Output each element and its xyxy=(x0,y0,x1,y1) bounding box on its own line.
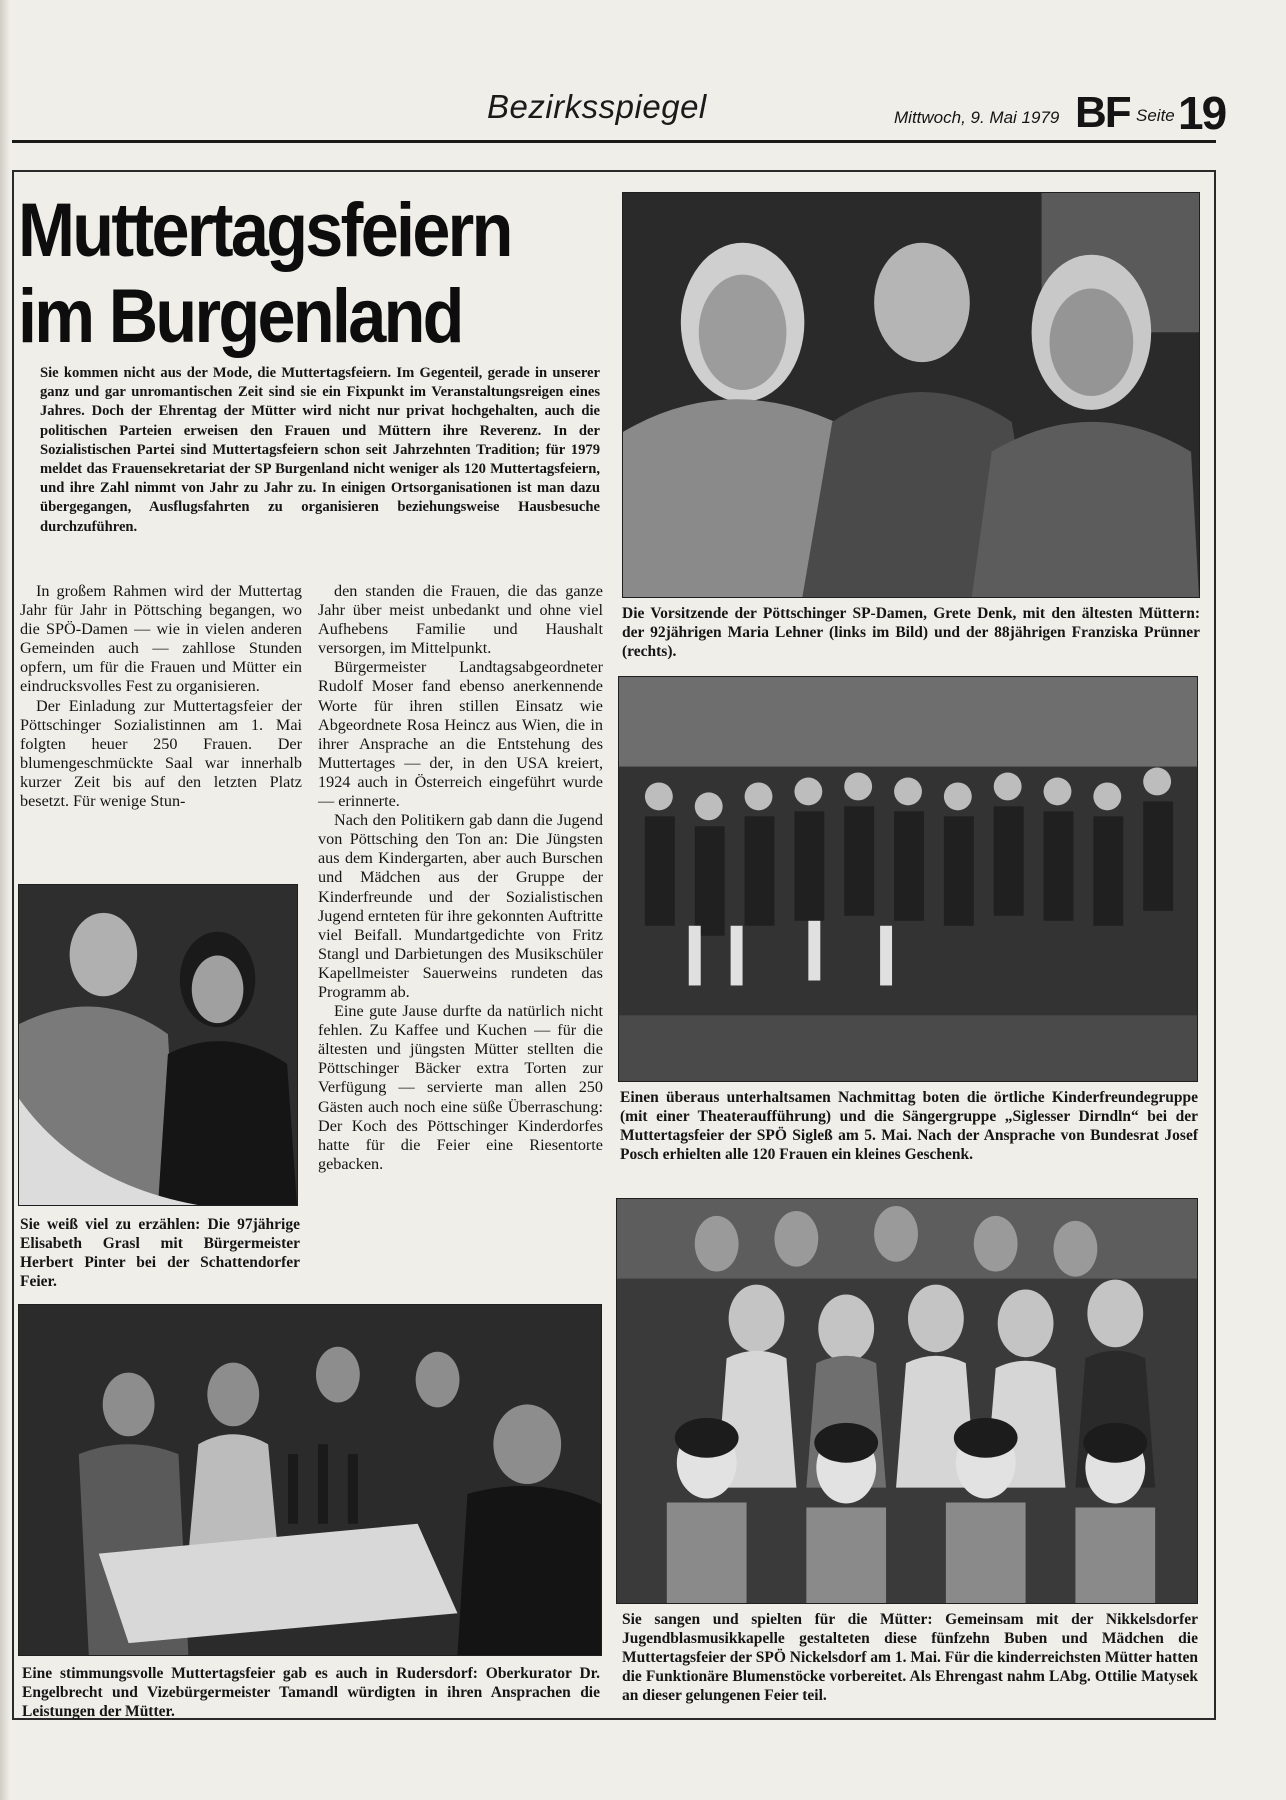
photo-caption-2: Einen überaus unterhaltsamen Nachmittag boten die örtliche Kinderfreundegruppe (mit einer Theateraufführung) und die Sängergruppe „Siglesser Dirndln“ bei der Muttertagsfeier der SPÖ Sigleß am 5. Mai. Nach der Ansprache von Bundesrat Josef Posch erhielten alle 120 Frauen ein kleines Geschenk. xyxy=(620,1089,1198,1163)
headline-line-2: im Burgenland xyxy=(18,274,462,359)
photo-nickelsdorf-children xyxy=(616,1198,1198,1604)
page-label: Seite xyxy=(1136,106,1175,125)
header-rule xyxy=(12,140,1216,143)
article-column-1 xyxy=(20,582,302,811)
paragraph: Bürgermeister Landtagsabgeordneter Rudolf Moser fand ebenso anerkennende Worte für ihren stillen Einsatz wie Abgeordnete Rosa Heincz aus Wien, die in ihrer Ansprache an die Entstehung des Muttertages — der, in den USA kreiert, 1924 auch in Österreich eingeführt wurde — erinnerte. xyxy=(318,658,603,811)
page-header xyxy=(12,84,1226,144)
newspaper-logo: BF xyxy=(1075,88,1130,137)
photo-placeholder-graphic xyxy=(617,1199,1197,1603)
photo-rudersdorf-feier xyxy=(18,1304,602,1656)
photo-caption-1: Die Vorsitzende der Pöttschinger SP-Damen, Grete Denk, mit den ältesten Müttern: der 92jährigen Maria Lehner (links im Bild) und der 88jährigen Franziska Prünner (rechts). xyxy=(622,605,1200,660)
paragraph: den standen die Frauen, die das ganze Jahr über meist unbedankt und ohne viel Aufhebens Familie und Haushalt versorgen, im Mittelpunkt. xyxy=(318,582,603,658)
photo-caption-4: Eine stimmungsvolle Muttertagsfeier gab es auch in Rudersdorf: Oberkurator Dr. Engelbrecht und Vizebürgermeister Tamandl würdigten in ihren Ansprachen die Leistungen der Mütter. xyxy=(22,1665,600,1720)
paragraph: Eine gute Jause durfte da natürlich nicht fehlen. Zu Kaffee und Kuchen — für die ältesten und jüngsten Mütter stellten die Pöttschinger Bäcker extra Torten zur Verfügung — servierte man allen 250 Gästen auch noch eine süße Überraschung: Der Koch des Pöttschinger Kinderdorfes hatte für die Feier eine Riesentorte gebacken. xyxy=(318,1002,603,1173)
photo-children-stage-sigless xyxy=(618,676,1198,1082)
article-headline xyxy=(18,188,549,360)
page-spine-shadow xyxy=(0,0,10,1800)
paragraph: Nach den Politikern gab dann die Jugend von Pöttsching den Ton an: Die Jüngsten aus dem Kindergarten, aber auch Burschen und Mädchen aus der Gruppe der Kinderfreunde und der Sozialistischen Jugend ernteten für ihre gekonnten Auftritte viel Beifall. Mundartgedichte von Fritz Stangl und Darbietungen des Musikschüler Kapellmeister Sauerweins rundeten das Programm ab. xyxy=(318,811,603,1001)
photo-elisabeth-grasl xyxy=(18,884,298,1206)
photo-caption-3: Sie weiß viel zu erzählen: Die 97jährige Elisabeth Grasl mit Bürgermeister Herbert Pinter bei der Schattendorfer Feier. xyxy=(20,1216,300,1290)
headline-line-1: Muttertagsfeiern xyxy=(18,188,511,273)
issue-date: Mittwoch, 9. Mai 1979 xyxy=(894,108,1060,127)
photo-placeholder-graphic xyxy=(619,677,1197,1081)
photo-placeholder-graphic xyxy=(19,885,297,1205)
photo-grete-denk-with-mothers xyxy=(622,192,1200,598)
photo-caption-5: Sie sangen und spielten für die Mütter: Gemeinsam mit der Nikkelsdorfer Jugendblasmusikkapelle gestalteten diese fünfzehn Buben und Mädchen die Muttertagsfeier der SPÖ Nickelsdorf am 1. Mai. Für die kinderreichsten Mütter hatten die Funktionäre Blumenstöcke vorbereitet. Als Ehrengast nahm LAbg. Ottilie Matysek an dieser gelungenen Feier teil. xyxy=(622,1611,1198,1704)
paragraph: In großem Rahmen wird der Muttertag Jahr für Jahr in Pöttsching begangen, wo die SPÖ-Damen — wie in vielen anderen Gemeinden auch — zahllose Stunden opfern, um für die Frauen und Mütter ein eindrucksvolles Fest zu organisieren. xyxy=(20,582,302,696)
photo-placeholder-graphic xyxy=(19,1305,601,1655)
article-column-2 xyxy=(318,582,603,1174)
paragraph: Der Einladung zur Muttertagsfeier der Pöttschinger Sozialistinnen am 1. Mai folgten heuer 250 Frauen. Der blumengeschmückte Saal war innerhalb kurzer Zeit bis auf den letzten Platz besetzt. Für wenige Stun- xyxy=(20,696,302,811)
page-number: 19 xyxy=(1178,87,1226,139)
section-name: Bezirksspiegel xyxy=(487,88,707,125)
photo-placeholder-graphic xyxy=(623,193,1199,597)
article-lead: Sie kommen nicht aus der Mode, die Muttertagsfeiern. Im Gegenteil, gerade in unserer ganz und gar unromantischen Zeit sind sie ein Fixpunkt im Veranstaltungsreigen eines Jahres. Doch der Ehrentag der Mütter wird nicht nur privat hochgehalten, auch die politischen Parteien erweisen den Frauen und Müttern ihre Reverenz. In der Sozialistischen Partei sind Muttertagsfeiern schon seit Jahrzehnten Tradition; für 1979 meldet das Frauensekretariat der SP Burgenland nicht weniger als 120 Muttertagsfeiern, und ihre Zahl nimmt von Jahr zu Jahr zu. In einigen Ortsorganisationen ist man dazu übergegangen, Ausflugsfahrten zu organisieren beziehungsweise Hausbesuche durchzuführen. xyxy=(40,365,600,535)
